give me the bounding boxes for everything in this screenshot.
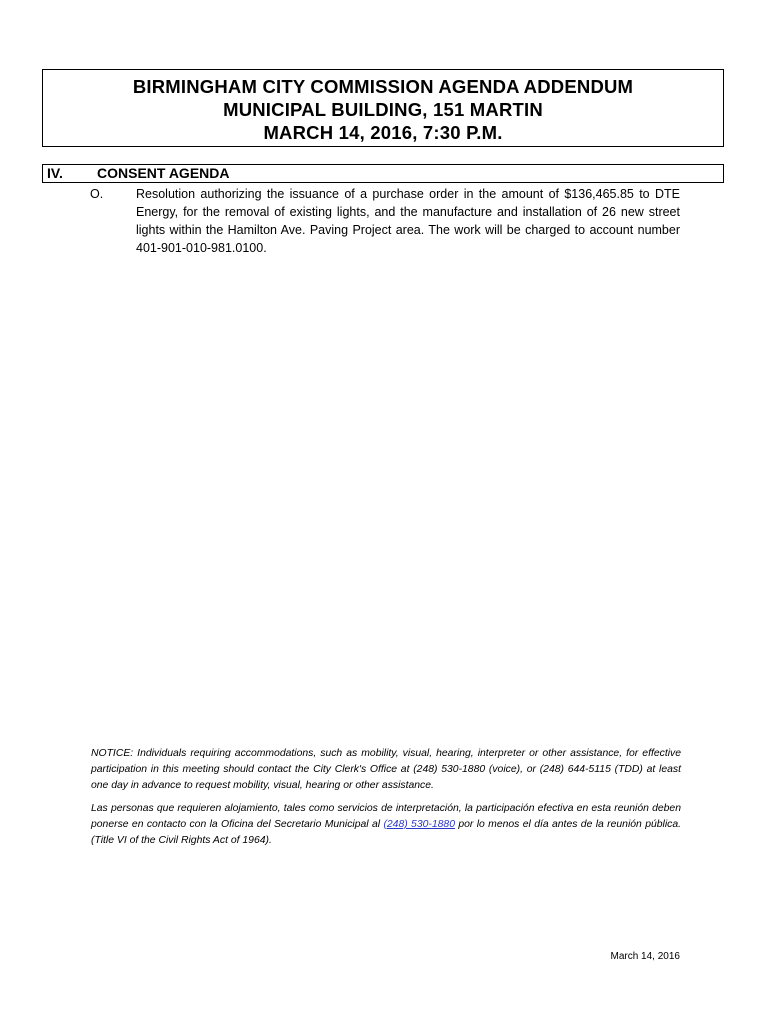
header-title: BIRMINGHAM CITY COMMISSION AGENDA ADDENDUM — [132, 76, 634, 97]
header-location: MUNICIPAL BUILDING, 151 MARTIN — [223, 99, 543, 120]
agenda-item-text: Resolution authorizing the issuance of a purchase order in the amount of $136,465.85 to DTE Energy, for the removal of existing lights, and the manufacture and installation of 26 new street lights within the Hamilton Ave. Paving Project area. The work will be charged to account number 401-901-010-981.0100. — [136, 187, 680, 255]
agenda-item-letter: O. — [90, 187, 104, 201]
agenda-header — [42, 69, 724, 147]
spanish-notice-text-end: por lo menos el día antes de la reunión pública. (Title VI of the Civil Rights Act of 1964). — [91, 819, 682, 846]
accessibility-notice-spanish — [91, 801, 681, 849]
section-number: IV. — [47, 165, 63, 181]
phone-link[interactable]: (248) 530-1880 — [383, 819, 455, 830]
accessibility-notice-english: NOTICE: Individuals requiring accommodations, such as mobility, visual, hearing, interpreter or other assistance, for effective participation in this meeting should contact the City Clerk's Office at (248) 530-1880 (voice), or (248) 644-5115 (TDD) at least one day in advance to request mobility, visual, hearing or other assistance. — [91, 748, 681, 791]
spanish-notice-text-start: Las personas que requieren alojamiento, tales como servicios de interpretación, la participación efectiva en esta reunión deben ponerse en contacto con la Oficina del Secretario Municipal al — [91, 803, 681, 830]
section-title: CONSENT AGENDA — [97, 165, 230, 181]
section-consent-agenda — [42, 164, 724, 183]
footer-date: March 14, 2016 — [610, 951, 680, 962]
header-date-time: MARCH 14, 2016, 7:30 P.M. — [263, 122, 503, 143]
